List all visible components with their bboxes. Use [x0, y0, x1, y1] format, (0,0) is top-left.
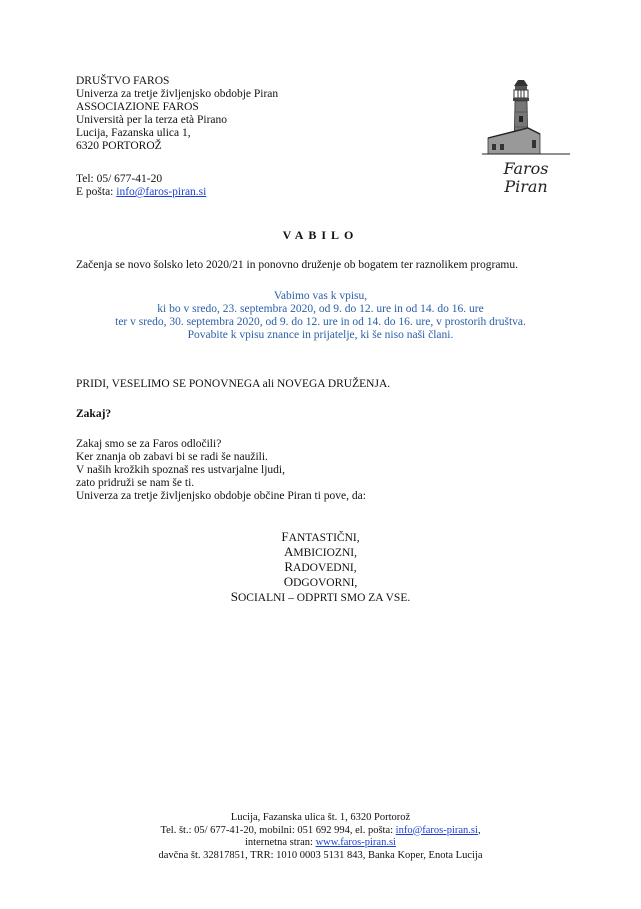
poem-line: Ker znanja ob zabavi bi se radi še naužili. — [76, 451, 268, 463]
poem-line: V naših krožkih spoznaš res ustvarjalne ljudi, — [76, 464, 285, 476]
invitation-line: ki bo v sredo, 23. septembra 2020, od 9. do 12. ure in od 14. do 16. ure — [157, 303, 484, 315]
address-line: Lucija, Fazanska ulica 1, — [76, 127, 191, 139]
footer-comma: , — [477, 824, 481, 836]
faros-acrostic — [0, 530, 641, 605]
phone-line: Tel: 05/ 677-41-20 — [76, 173, 163, 185]
acrostic-rest: DGOVORNI, — [293, 577, 358, 589]
acrostic-rest: ANTASTIČNI, — [288, 532, 360, 544]
footer-bank: davčna št. 32817851, TRR: 1010 0003 5131 843, Banka Koper, Enota Lucija — [158, 849, 483, 861]
invitation-block — [0, 290, 641, 342]
email-label: E pošta: — [76, 186, 117, 198]
footer-web-link[interactable]: www.faros-piran.si — [315, 837, 396, 848]
acrostic-rest: OCIALNI – ODPRTI SMO ZA VSE. — [237, 592, 411, 604]
footer-phones — [0, 825, 641, 838]
acrostic-initial: F — [281, 529, 289, 544]
acrostic-initial: A — [284, 544, 294, 559]
footer-phones-text: Tel. št.: 05/ 677-41-20, mobilni: 051 692 994, el. pošta: — [160, 824, 396, 836]
logo-text: Faros Piran — [503, 159, 549, 196]
address-line: Univerza za tretje življenjsko obdobje Piran — [76, 88, 279, 100]
acrostic-rest: ADOVEDNI, — [293, 562, 357, 574]
acrostic-line — [0, 560, 641, 575]
invitation-line: Povabite k vpisu znance in prijatelje, ki še niso naši člani. — [187, 329, 454, 341]
footer-web-label: internetna stran: — [245, 837, 316, 848]
footer-email-link[interactable]: info@faros-piran.si — [395, 824, 478, 836]
sender-address — [76, 75, 278, 153]
footer — [0, 812, 641, 862]
acrostic-line — [0, 530, 641, 545]
acrostic-initial: O — [283, 574, 294, 589]
zakaj-poem — [76, 438, 366, 503]
footer-web — [0, 837, 641, 850]
poem-line: Univerza za tretje življenjsko obdobje občine Piran ti pove, da: — [76, 490, 366, 502]
invitation-line: Vabimo vas k vpisu, — [273, 290, 368, 302]
acrostic-initial: R — [284, 559, 294, 574]
address-line: Università per la terza età Pirano — [76, 114, 228, 126]
address-line: DRUŠTVO FAROS — [76, 75, 170, 87]
email-line — [76, 186, 206, 199]
acrostic-initial: S — [230, 589, 238, 604]
acrostic-rest: MBICIOZNI, — [293, 547, 357, 559]
zakaj-heading: Zakaj? — [76, 408, 112, 420]
address-line: 6320 PORTOROŽ — [76, 140, 162, 152]
page-title: VABILO — [282, 228, 359, 242]
footer-address: Lucija, Fazanska ulica št. 1, 6320 Portorož — [230, 812, 411, 823]
address-line: ASSOCIAZIONE FAROS — [76, 101, 199, 113]
poem-line: zato pridruži se nam še ti. — [76, 477, 195, 489]
acrostic-line — [0, 590, 641, 605]
invitation-line: ter v sredo, 30. septembra 2020, od 9. do 12. ure in od 14. do 16. ure, v prostorih društva. — [115, 316, 526, 328]
acrostic-line — [0, 545, 641, 560]
email-link[interactable]: info@faros-piran.si — [116, 186, 207, 198]
slogan: PRIDI, VESELIMO SE PONOVNEGA ali NOVEGA DRUŽENJA. — [76, 378, 391, 390]
acrostic-line — [0, 575, 641, 590]
faros-piran-logo — [480, 72, 572, 196]
poem-line: Zakaj smo se za Faros odločili? — [76, 438, 222, 450]
contact-block — [76, 173, 206, 199]
intro-paragraph: Začenja se novo šolsko leto 2020/21 in ponovno druženje ob bogatem ter raznolikem programu. — [76, 259, 518, 271]
